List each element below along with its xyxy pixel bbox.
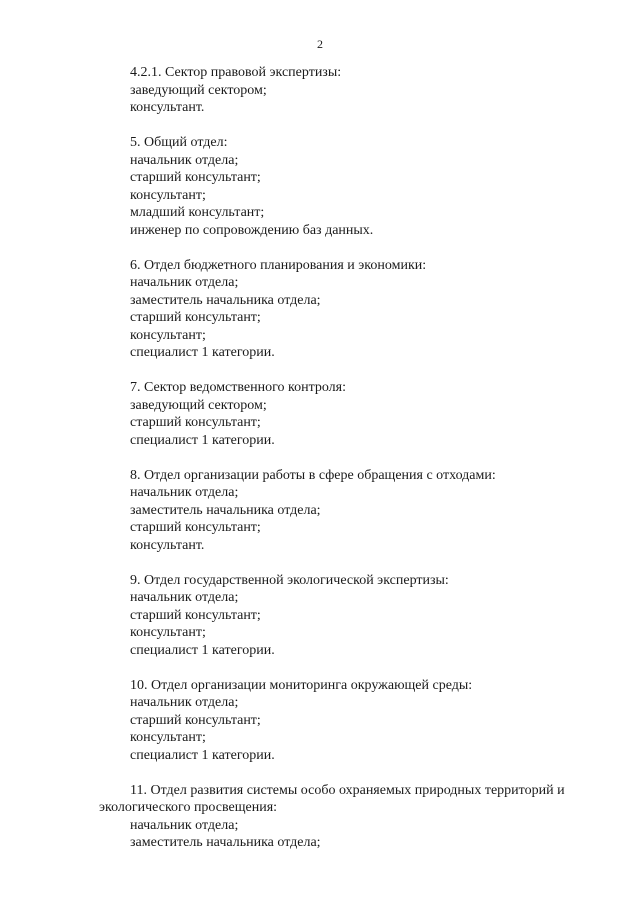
list-item: специалист 1 категории.: [130, 642, 275, 658]
section-heading: 5. Общий отдел:: [130, 135, 228, 150]
section-9: [99, 572, 619, 660]
list-item: заведующий сектором;: [130, 82, 267, 98]
section-heading: 6. Отдел бюджетного планирования и экономики:: [130, 257, 427, 273]
section-6: [99, 257, 619, 362]
section-heading: 7. Сектор ведомственного контроля:: [130, 380, 347, 395]
list-item: старший консультант;: [130, 607, 261, 623]
list-item: специалист 1 категории.: [130, 345, 275, 360]
section-heading: 11. Отдел развития системы особо охраняемых природных территорий и экологического просвещения:: [99, 782, 565, 815]
list-item: старший консультант;: [130, 310, 261, 325]
list-item: специалист 1 категории.: [130, 747, 275, 763]
list-item: заместитель начальника отдела;: [130, 292, 321, 308]
section-heading: 4.2.1. Сектор правовой экспертизы:: [130, 65, 342, 80]
list-item: заместитель начальника отдела;: [130, 502, 321, 518]
section-5: [99, 134, 619, 239]
list-item: старший консультант;: [130, 170, 261, 185]
list-item: начальник отдела;: [130, 695, 239, 710]
list-item: старший консультант;: [130, 415, 261, 430]
section-4-2-1: [99, 64, 619, 117]
list-item: начальник отдела;: [130, 152, 239, 168]
section-heading: 8. Отдел организации работы в сфере обращения с отходами:: [130, 467, 496, 483]
section-10: [99, 677, 619, 765]
section-7: [99, 379, 619, 449]
section-heading: 9. Отдел государственной экологической экспертизы:: [130, 572, 449, 588]
list-item: младший консультант;: [130, 205, 265, 220]
list-item: заведующий сектором;: [130, 397, 267, 413]
list-item: начальник отдела;: [130, 590, 239, 605]
list-item: консультант.: [130, 100, 205, 115]
list-item: консультант;: [130, 327, 206, 343]
list-item: консультант;: [130, 625, 206, 640]
list-item: начальник отдела;: [130, 485, 239, 500]
list-item: специалист 1 категории.: [130, 432, 275, 448]
list-item: инженер по сопровождению баз данных.: [130, 222, 374, 238]
list-item: начальник отдела;: [130, 817, 239, 833]
document-body: [99, 64, 619, 869]
list-item: старший консультант;: [130, 712, 261, 728]
page-number: 2: [317, 37, 323, 51]
list-item: консультант;: [130, 730, 206, 745]
section-heading: 10. Отдел организации мониторинга окружающей среды:: [130, 677, 473, 693]
section-8: [99, 467, 619, 555]
list-item: начальник отдела;: [130, 275, 239, 290]
list-item: старший консультант;: [130, 520, 261, 535]
section-11: [99, 782, 619, 852]
list-item: консультант.: [130, 537, 205, 553]
list-item: заместитель начальника отдела;: [130, 835, 321, 850]
list-item: консультант;: [130, 187, 206, 203]
